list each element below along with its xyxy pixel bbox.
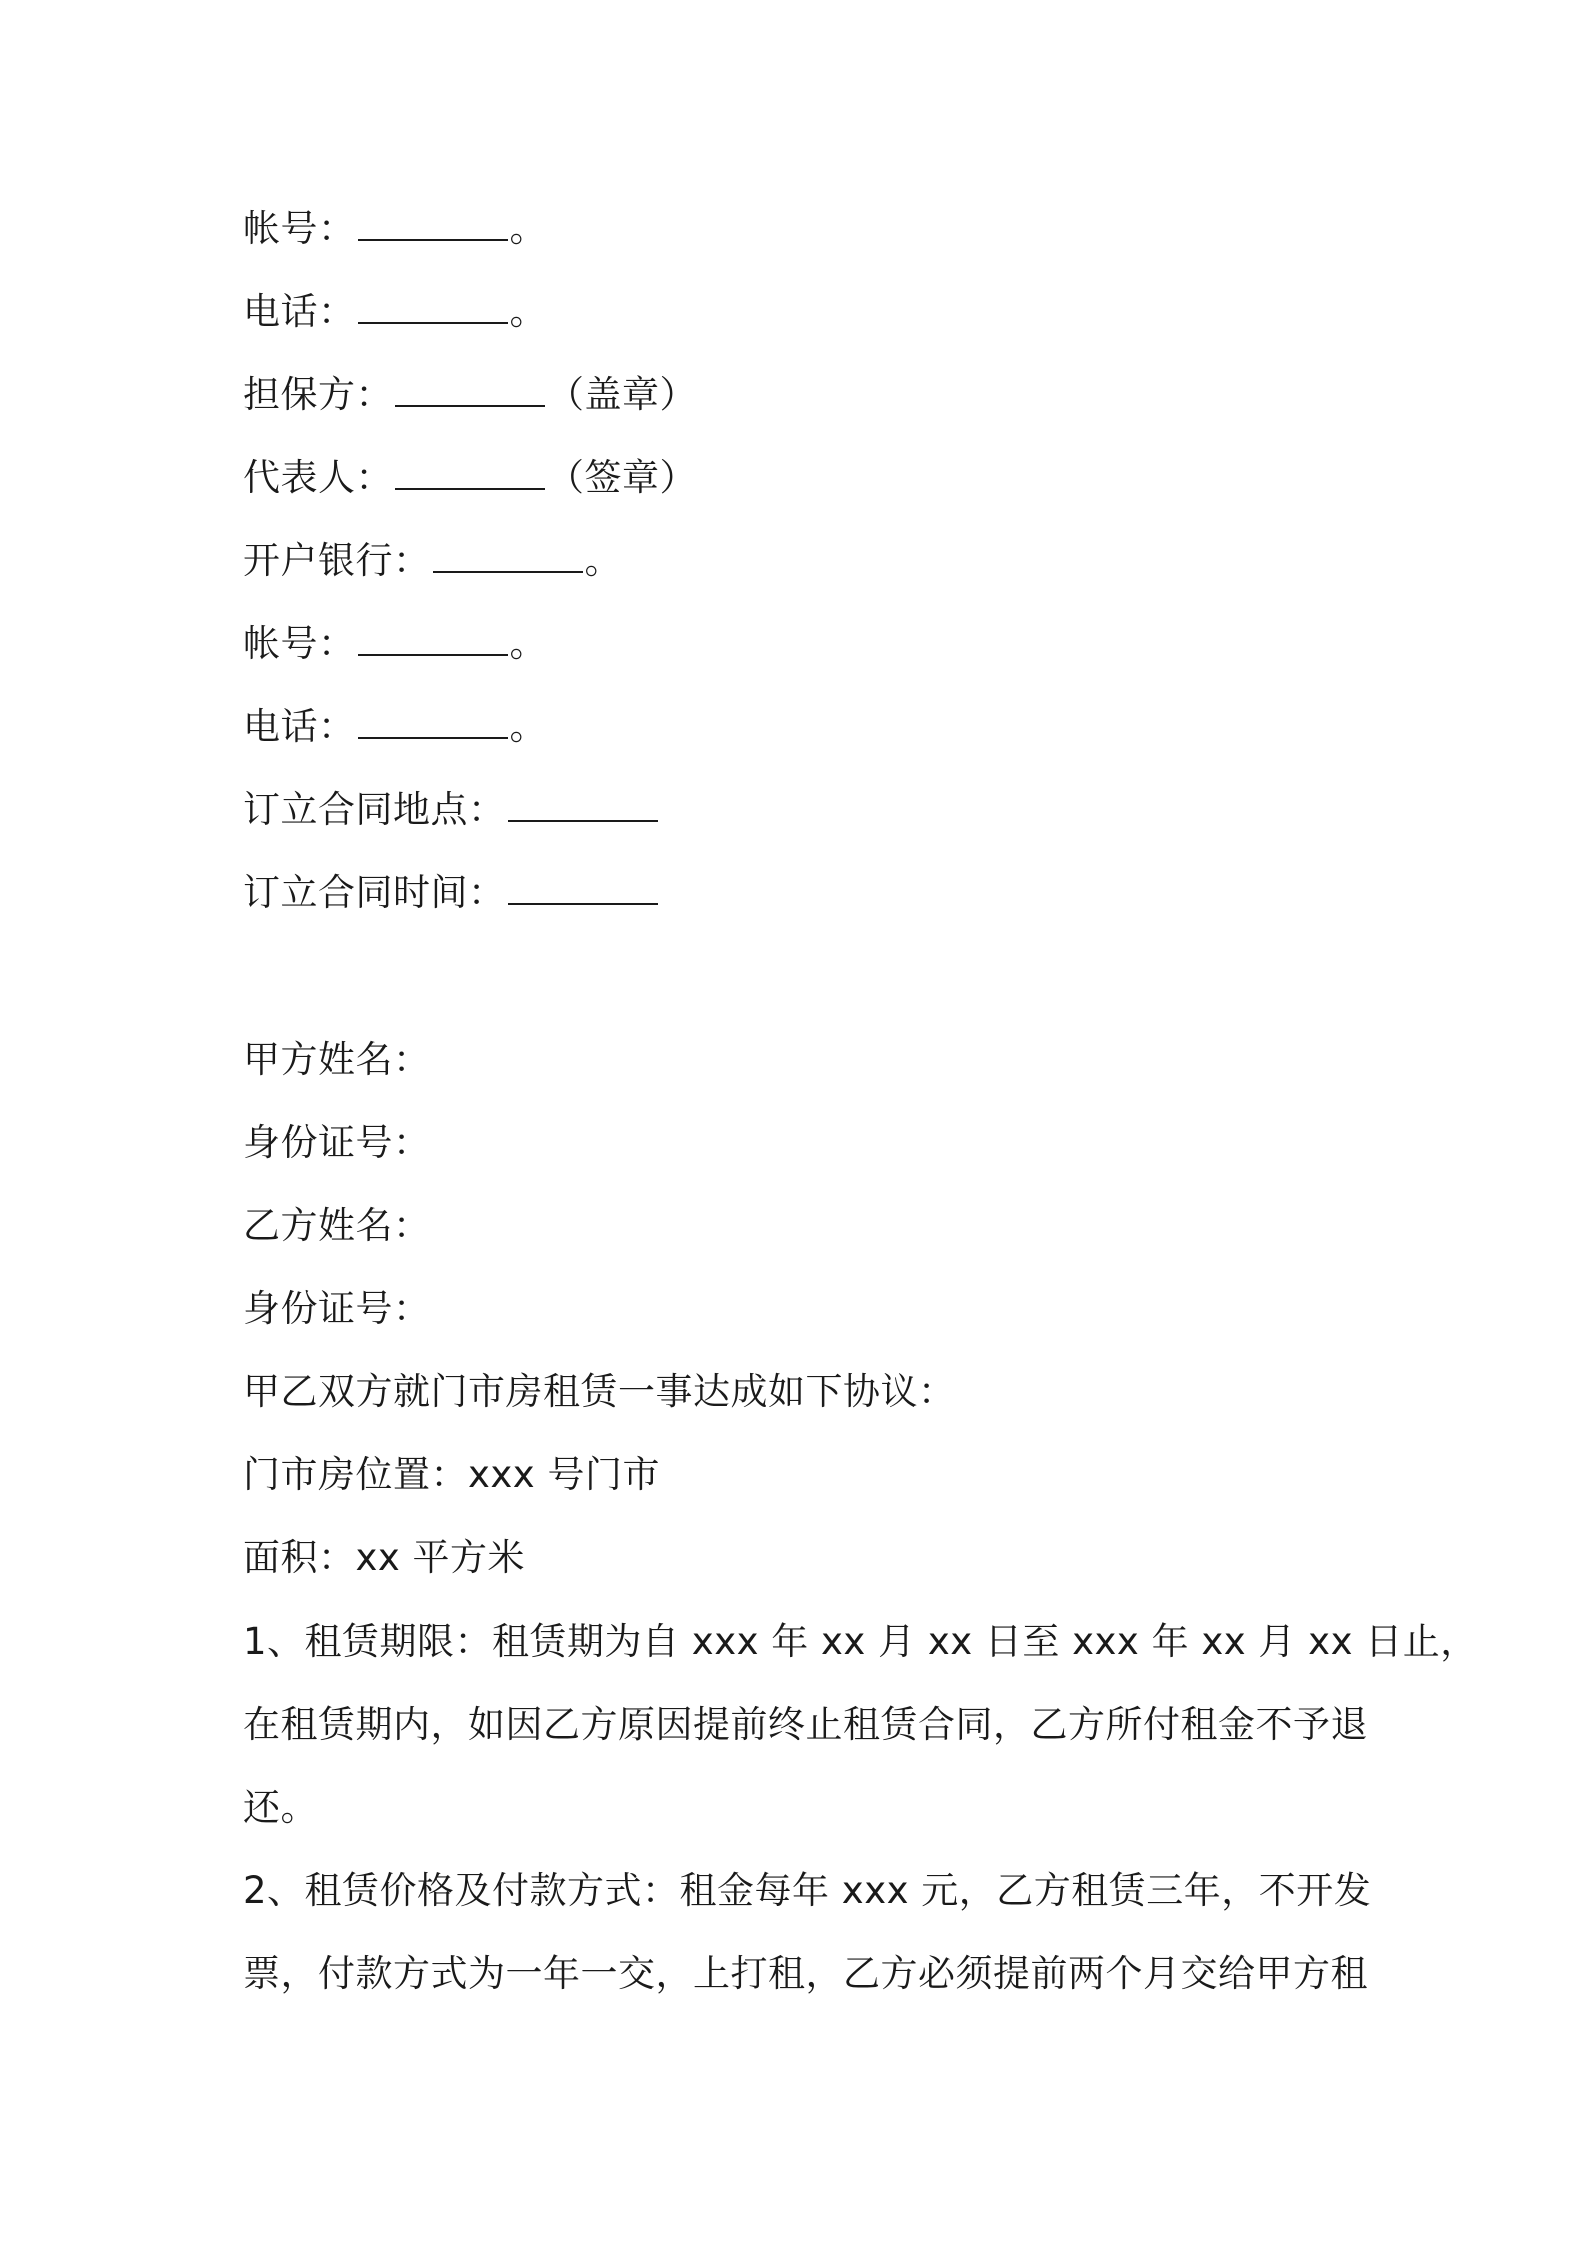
clause-1-line-1: 1、租赁期限：租赁期为自 xxx 年 xx 月 xx 日至 xxx 年 xx 月 xx 日止， bbox=[243, 1620, 1478, 1663]
blank-underline bbox=[358, 209, 508, 241]
blank-underline bbox=[358, 624, 508, 656]
account-label: 帐号： bbox=[243, 207, 356, 250]
phone-label: 电话： bbox=[243, 705, 356, 748]
contract-place-label: 订立合同地点： bbox=[243, 788, 506, 831]
blank-underline bbox=[395, 458, 545, 490]
contract-time-line bbox=[243, 869, 660, 917]
party-a-name: 甲方姓名： bbox=[243, 1038, 431, 1081]
store-location: 门市房位置：xxx 号门市 bbox=[243, 1453, 660, 1496]
party-a-id: 身份证号： bbox=[243, 1121, 431, 1164]
clause-1-line-2: 在租赁期内，如因乙方原因提前终止租赁合同，乙方所付租金不予退 bbox=[243, 1703, 1368, 1746]
contract-place-line bbox=[243, 786, 660, 834]
blank-underline bbox=[508, 790, 658, 822]
blank-underline bbox=[358, 292, 508, 324]
party-b-name: 乙方姓名： bbox=[243, 1204, 431, 1247]
account-line-2 bbox=[243, 620, 547, 668]
clause-1-line-3: 还。 bbox=[243, 1786, 318, 1829]
contract-time-label: 订立合同时间： bbox=[243, 871, 506, 914]
representative-label: 代表人： bbox=[243, 456, 393, 499]
guarantor-line bbox=[243, 371, 697, 419]
bank-line bbox=[243, 537, 622, 585]
clause-1-lease-term bbox=[243, 1600, 1478, 1849]
clause-2-line-1: 2、租赁价格及付款方式：租金每年 xxx 元，乙方租赁三年，不开发 bbox=[243, 1869, 1372, 1912]
line-suffix: 。 bbox=[584, 539, 622, 582]
store-area: 面积：xx 平方米 bbox=[243, 1536, 526, 1579]
guarantor-label: 担保方： bbox=[243, 373, 393, 416]
blank-underline bbox=[358, 707, 508, 739]
representative-line bbox=[243, 454, 697, 502]
seal-note: （盖章） bbox=[547, 373, 697, 416]
phone-line-2 bbox=[243, 703, 547, 751]
clause-2-line-2: 票，付款方式为一年一交，上打租，乙方必须提前两个月交给甲方租 bbox=[243, 1952, 1368, 1995]
agreement-intro: 甲乙双方就门市房租赁一事达成如下协议： bbox=[243, 1370, 956, 1413]
line-suffix: 。 bbox=[509, 290, 547, 333]
phone-label: 电话： bbox=[243, 290, 356, 333]
bank-label: 开户银行： bbox=[243, 539, 431, 582]
line-suffix: 。 bbox=[509, 705, 547, 748]
party-b-id: 身份证号： bbox=[243, 1287, 431, 1330]
blank-underline bbox=[395, 375, 545, 407]
phone-line-1 bbox=[243, 288, 547, 336]
clause-2-price-payment bbox=[243, 1849, 1372, 2015]
line-suffix: 。 bbox=[509, 207, 547, 250]
line-suffix: 。 bbox=[509, 622, 547, 665]
account-label: 帐号： bbox=[243, 622, 356, 665]
account-line-1 bbox=[243, 205, 547, 253]
blank-underline bbox=[433, 541, 583, 573]
signature-note: （签章） bbox=[547, 456, 697, 499]
blank-underline bbox=[508, 873, 658, 905]
